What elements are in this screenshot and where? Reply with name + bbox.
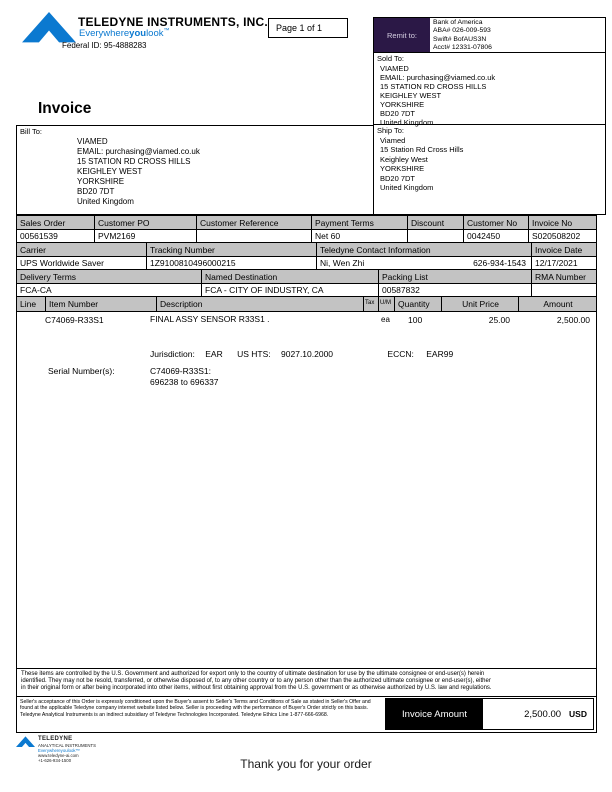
invoice-amount-value: 2,500.00	[524, 708, 562, 720]
col-header: Customer No	[464, 216, 529, 229]
company-name: TELEDYNE INSTRUMENTS, INC.	[78, 15, 268, 29]
export-control-notice-box	[16, 668, 597, 697]
tagline-part: look	[146, 28, 164, 39]
bank-name: Bank of America	[433, 19, 483, 26]
invoice-amount-label: Invoice Amount	[386, 699, 483, 729]
col-header: Amount	[519, 297, 596, 311]
jurisdiction-value: EAR	[205, 349, 223, 359]
terms-and-total-strip	[16, 697, 597, 733]
us-hts-label: US HTS:	[237, 349, 271, 359]
invoice-info-table	[16, 215, 597, 312]
sold-to-box	[373, 53, 606, 125]
item-unit-price: 25.00	[488, 315, 510, 325]
payment-terms-value: Net 60	[312, 230, 408, 243]
brand-tagline	[79, 28, 170, 39]
export-classification-line	[150, 349, 453, 359]
col-header: Line	[17, 297, 46, 311]
col-header: Customer Reference	[197, 216, 312, 229]
address-line: Keighley West	[380, 154, 428, 164]
contact-value	[317, 257, 532, 270]
trademark-symbol: ™	[163, 28, 170, 34]
col-header: Item Number	[46, 297, 157, 311]
address-line: KEIGHLEY WEST	[77, 167, 143, 176]
teledyne-logo-small-icon	[16, 736, 35, 748]
bill-to-box	[16, 125, 374, 215]
page-number-box: Page 1 of 1	[268, 18, 348, 38]
discount-value	[408, 230, 464, 243]
address-line: 15 Station Rd Cross Hills	[380, 145, 464, 155]
invoice-amount-value-cell	[483, 699, 593, 729]
export-control-notice: These items are controlled by the U.S. Government and authorized for export only to the country of ultimate destination for use by the ultimate consignee or end-user(s) herein identified. They may not be resold, transferred, or otherwise disposed of, to any other country or to any person other than the authorized ultimate consignee or end-user(s), either in their original form or after being incorporated into other items, without first obtaining approval from the U.S. government or as otherwise authorized by U.S. law and regulations.	[21, 671, 492, 691]
footer-website: www.teledyne-ai.com	[38, 752, 79, 758]
footer-tagline: Everywhereyoulook™	[38, 747, 80, 753]
invoice-amount-box	[385, 698, 594, 730]
col-header: Teledyne Contact Information	[317, 243, 532, 256]
named-destination-value: FCA - CITY OF INDUSTRY, CA	[202, 284, 379, 297]
item-amount: 2,500.00	[556, 315, 590, 325]
col-header: Discount	[408, 216, 464, 229]
serial-numbers-label: Serial Number(s):	[48, 366, 115, 376]
currency-code: USD	[569, 709, 587, 719]
invoice-no-value: S020508202	[532, 231, 581, 241]
tracking-number-value: 1Z9100810496000215	[147, 257, 317, 270]
address-line: VIAMED	[77, 137, 108, 146]
address-line: YORKSHIRE	[380, 164, 425, 174]
address-line: BD20 7DT	[380, 173, 416, 183]
col-header: Sales Order	[17, 216, 95, 229]
line-items-region	[16, 311, 597, 668]
col-header: Delivery Terms	[17, 270, 202, 283]
tagline-part: you	[129, 28, 147, 39]
sold-to-address	[374, 63, 605, 127]
address-line: YORKSHIRE	[77, 177, 125, 186]
col-header: Description	[157, 297, 364, 311]
tagline-part: Everywhere	[79, 28, 130, 39]
sales-order-value: 00561539	[17, 230, 95, 243]
sold-to-label: Sold To:	[377, 54, 404, 63]
customer-no-value: 0042450	[464, 230, 529, 243]
col-header: Customer PO	[95, 216, 197, 229]
address-line: EMAIL: purchasing@viamed.co.uk	[77, 147, 200, 156]
item-number: C74069-R33S1	[45, 315, 104, 325]
address-line: VIAMED	[380, 64, 409, 73]
col-header: Named Destination	[202, 270, 379, 283]
item-description: FINAL ASSY SENSOR R33S1 .	[150, 314, 270, 324]
address-line: 15 STATION RD CROSS HILLS	[77, 157, 191, 166]
col-header: RMA Number	[532, 270, 596, 283]
jurisdiction-label: Jurisdiction:	[150, 349, 195, 359]
info-value-row-1	[17, 230, 596, 244]
eccn-value: EAR99	[426, 349, 454, 359]
remit-to-box	[373, 17, 606, 53]
col-header: Tax	[364, 297, 379, 311]
serial-range: 696238 to 696337	[150, 377, 219, 387]
rma-number-value	[532, 284, 596, 297]
address-line: United Kingdom	[380, 183, 434, 193]
address-line: Viamed	[380, 136, 406, 145]
delivery-terms-value: FCA-CA	[17, 284, 202, 297]
info-value-row-2	[17, 257, 596, 271]
col-header: Packing List	[379, 270, 532, 283]
customer-po-value: PVM2169	[95, 230, 197, 243]
terms-notice: Seller's acceptance of this Order is expressly conditioned upon the Buyer's assent to Seller's Terms and Conditions of Sale as stated in Seller's Offer and found at the applicable Teledyne company internet website listed below. Seller is proceeding with the performance of Buyer's Order strictly on this basis. Teledyne Analytical Instruments is an indirect subsidiary of Teledyne Technologies Incorporated. Teledyne Ethics Line 1-877-666-6968.	[20, 699, 371, 718]
item-quantity: 100	[408, 315, 423, 325]
bank-aba: ABA# 026-009-593	[433, 27, 491, 35]
serial-part-number: C74069-R33S1:	[150, 366, 211, 376]
address-line: YORKSHIRE	[380, 100, 425, 109]
info-header-row-1	[17, 216, 596, 230]
item-um: ea	[381, 315, 390, 324]
remit-to-label: Remit to:	[374, 18, 430, 52]
bill-to-address	[17, 136, 374, 207]
address-line: BD20 7DT	[380, 109, 416, 118]
address-line: EMAIL: purchasing@viamed.co.uk	[380, 73, 496, 82]
eccn-label: ECCN:	[387, 349, 414, 359]
contact-name: Ni, Wen Zhi	[320, 258, 365, 268]
packing-list-value: 00587832	[379, 284, 532, 297]
col-header: Tracking Number	[147, 243, 317, 256]
address-line: BD20 7DT	[77, 187, 115, 196]
col-header: Invoice Date	[532, 243, 596, 256]
address-line: United Kingdom	[380, 118, 434, 127]
ship-to-label: Ship To:	[377, 126, 404, 135]
address-line: KEIGHLEY WEST	[380, 91, 442, 100]
col-header: U/M	[379, 297, 395, 311]
us-hts-value: 9027.10.2000	[281, 349, 334, 359]
remit-bank-details	[430, 18, 605, 52]
footer-phone: +1-626-934-1500	[38, 757, 72, 763]
invoice-date-value: 12/17/2021	[535, 258, 578, 268]
federal-id: Federal ID: 95-4888283	[62, 41, 147, 50]
ship-to-address	[374, 135, 605, 192]
col-header: Carrier	[17, 243, 147, 256]
thank-you-message: Thank you for your order	[240, 757, 372, 771]
page-title: Invoice	[38, 100, 92, 117]
carrier-value: UPS Worldwide Saver	[17, 257, 147, 270]
ship-to-box	[373, 125, 606, 215]
footer-division: ANALYTICAL INSTRUMENTS	[38, 742, 97, 748]
col-header: Invoice No	[529, 216, 596, 229]
info-value-row-3	[17, 284, 596, 298]
customer-reference-value	[197, 230, 312, 243]
item-header-row	[17, 297, 596, 311]
address-line: United Kingdom	[77, 197, 134, 206]
bank-swift: Swift# BofAUS3N	[433, 35, 487, 43]
col-header: Payment Terms	[312, 216, 408, 229]
col-header: Quantity	[395, 297, 442, 311]
col-header: Unit Price	[442, 297, 519, 311]
teledyne-logo-icon	[22, 12, 76, 44]
bank-account: Acct# 12331-07806	[433, 44, 492, 52]
contact-phone: 626-934-1543	[473, 258, 526, 268]
info-header-row-3	[17, 270, 596, 284]
bill-to-label: Bill To:	[20, 127, 42, 136]
info-header-row-2	[17, 243, 596, 257]
footer-company: TELEDYNE	[38, 736, 73, 742]
address-line: 15 STATION RD CROSS HILLS	[380, 82, 487, 91]
